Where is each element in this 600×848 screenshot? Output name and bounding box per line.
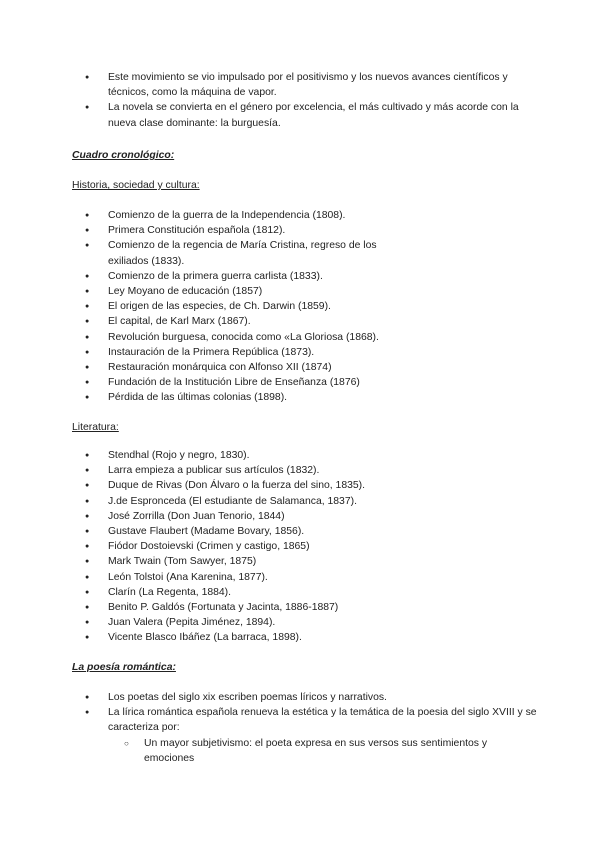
list-item: ● El origen de las especies, de Ch. Darwin (1859). (72, 299, 382, 314)
list-item: ● Larra empieza a publicar sus artículos (1832). (72, 463, 540, 478)
literatura-list (72, 448, 540, 646)
list-item: ● Juan Valera (Pepita Jiménez, 1894). (72, 615, 540, 630)
list-item: ● Mark Twain (Tom Sawyer, 1875) (72, 554, 540, 569)
poesia-list (72, 690, 540, 766)
list-item: ● Comienzo de la guerra de la Independencia (1808). (72, 208, 382, 223)
list-item: ● Primera Constitución española (1812). (72, 223, 382, 238)
list-item: ● Duque de Rivas (Don Álvaro o la fuerza del sino, 1835). (72, 478, 540, 493)
list-item: ● Ley Moyano de educación (1857) (72, 284, 382, 299)
list-item: ● Comienzo de la primera guerra carlista (1833). (72, 269, 382, 284)
list-item: ● Pérdida de las últimas colonias (1898). (72, 390, 382, 405)
list-item: ● Fiódor Dostoievski (Crimen y castigo, 1865) (72, 539, 540, 554)
list-item: ● Gustave Flaubert (Madame Bovary, 1856). (72, 524, 540, 539)
list-item: ● León Tolstoi (Ana Karenina, 1877). (72, 570, 540, 585)
list-item: ● La novela se convierta en el género por excelencia, el más cultivado y más acorde con la nueva clase dominante: la burguesía. (72, 100, 534, 130)
list-item: ● Comienzo de la regencia de María Cristina, regreso de los exiliados (1833). (72, 238, 382, 268)
poesia-heading: La poesía romántica: (72, 662, 176, 673)
historia-heading: Historia, sociedad y cultura: (72, 180, 200, 191)
literatura-heading: Literatura: (72, 422, 119, 433)
list-item: ● El capital, de Karl Marx (1867). (72, 314, 382, 329)
list-item: ● Los poetas del siglo xix escriben poemas líricos y narrativos. (72, 690, 540, 705)
intro-list (72, 70, 534, 131)
list-item: ● La lírica romántica española renueva la estética y la temática de la poesia del siglo XVIII y se caracteriza por: (72, 705, 540, 735)
list-item: ● Instauración de la Primera República (1873). (72, 345, 382, 360)
list-item: ● Restauración monárquica con Alfonso XII (1874) (72, 360, 382, 375)
list-item: ● Stendhal (Rojo y negro, 1830). (72, 448, 540, 463)
list-item: ● Este movimiento se vio impulsado por el positivismo y los nuevos avances científicos y técnicos, como la máquina de vapor. (72, 70, 534, 100)
historia-list (72, 208, 382, 406)
sub-list-item: ○ Un mayor subjetivismo: el poeta expresa en sus versos sus sentimientos y emociones (72, 736, 540, 766)
list-item: ● Revolución burguesa, conocida como «La Gloriosa (1868). (72, 330, 382, 345)
list-item: ● J.de Espronceda (El estudiante de Salamanca, 1837). (72, 494, 540, 509)
cuadro-heading: Cuadro cronológico: (72, 150, 175, 161)
list-item: ● Clarín (La Regenta, 1884). (72, 585, 540, 600)
list-item: ● José Zorrilla (Don Juan Tenorio, 1844) (72, 509, 540, 524)
list-item: ● Vicente Blasco Ibáñez (La barraca, 1898). (72, 630, 540, 645)
list-item: ● Benito P. Galdós (Fortunata y Jacinta, 1886-1887) (72, 600, 540, 615)
list-item: ● Fundación de la Institución Libre de Enseñanza (1876) (72, 375, 382, 390)
